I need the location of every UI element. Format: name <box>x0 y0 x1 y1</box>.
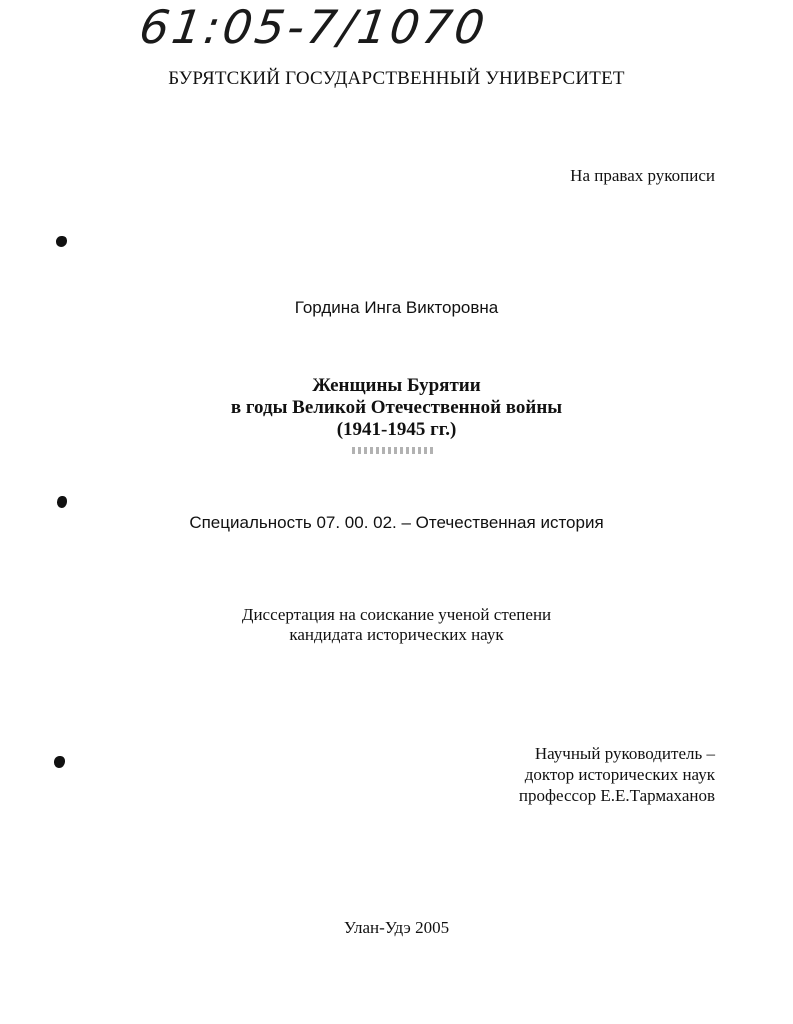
speciality-line: Специальность 07. 00. 02. – Отечественная история <box>189 513 604 532</box>
author-name: Гордина Инга Викторовна <box>294 298 499 317</box>
supervisor-line: доктор исторических наук <box>524 765 715 784</box>
title-line: в годы Великой Отечественной войны <box>230 397 563 418</box>
title-line: (1941-1945 гг.) <box>336 419 457 440</box>
binding-hole-mark <box>54 756 65 768</box>
handwritten-catalog-number: 61:05-7/1070 <box>136 0 491 54</box>
university-name: БУРЯТСКИЙ ГОСУДАРСТВЕННЫЙ УНИВЕРСИТЕТ <box>168 68 625 89</box>
title-line: Женщины Бурятии <box>312 375 481 396</box>
manuscript-rights-note: На правах рукописи <box>570 166 715 185</box>
binding-hole-mark <box>56 236 67 247</box>
supervisor-line: профессор Е.Е.Тармаханов <box>518 786 715 805</box>
supervisor-block <box>519 743 715 806</box>
scan-smudge <box>352 447 436 454</box>
supervisor-line: Научный руководитель – <box>534 744 715 763</box>
degree-line: кандидата исторических наук <box>289 625 504 644</box>
dissertation-title <box>0 375 793 441</box>
city-and-year: Улан-Удэ 2005 <box>343 918 450 937</box>
degree-statement <box>0 605 793 645</box>
degree-line: Диссертация на соискание ученой степени <box>241 605 552 624</box>
binding-hole-mark <box>57 496 67 508</box>
